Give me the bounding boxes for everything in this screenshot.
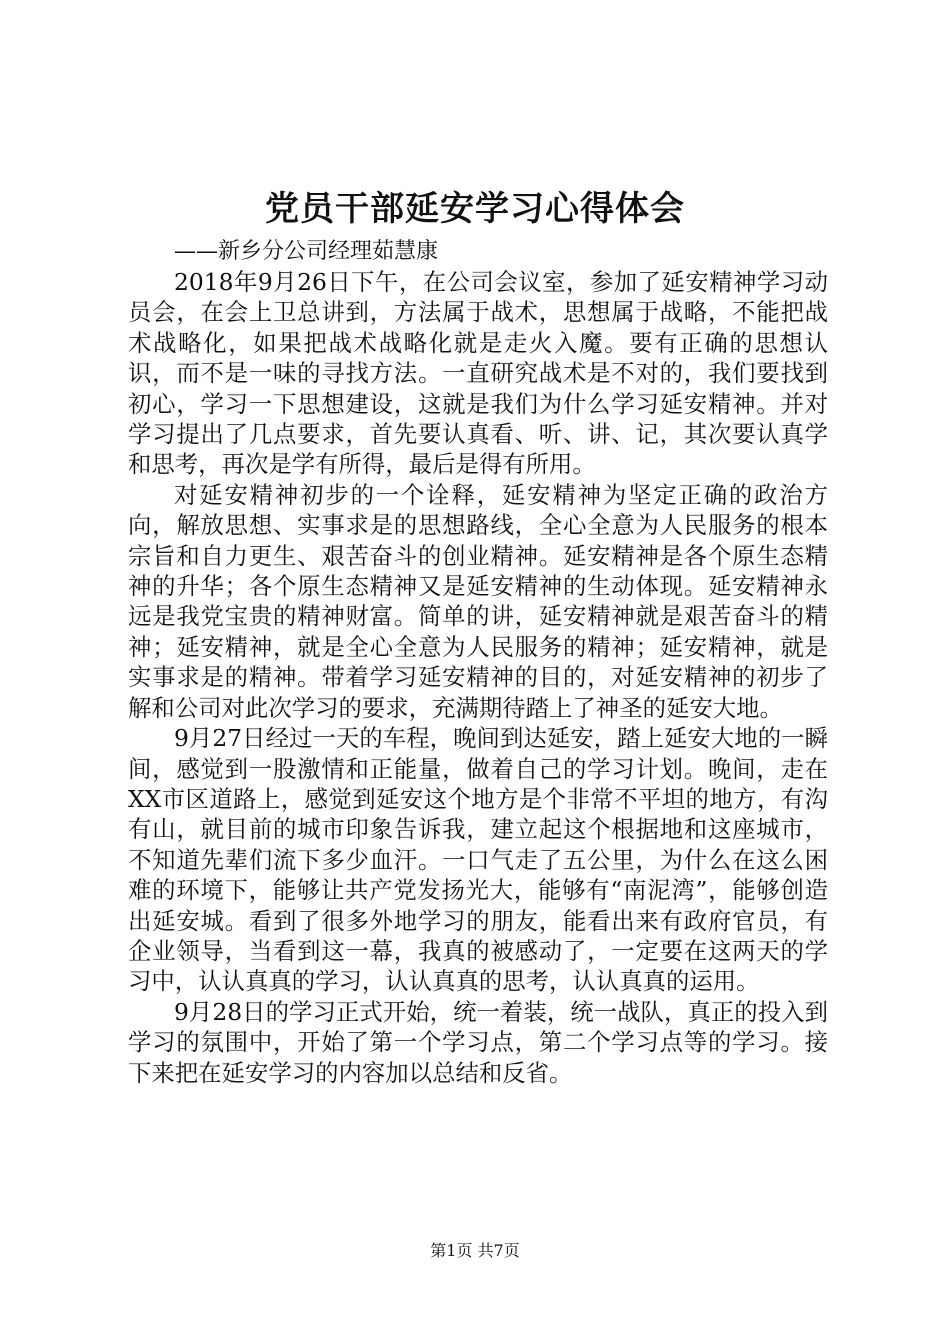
document-body	[128, 267, 828, 1088]
paragraph-2: 对延安精神初步的一个诠释，延安精神为坚定正确的政治方向，解放思想、实事求是的思想路线，全心全意为人民服务的根本宗旨和自力更生、艰苦奋斗的创业精神。延安精神是各个原生态精神的升华；各个原生态精神又是延安精神的生动体现。延安精神永远是我党宝贵的精神财富。简单的讲，延安精神就是艰苦奋斗的精神；延安精神，就是全心全意为人民服务的精神；延安精神，就是实事求是的精神。带着学习延安精神的目的，对延安精神的初步了解和公司对此次学习的要求，充满期待踏上了神圣的延安大地。	[128, 480, 828, 722]
paragraph-4: 9月28日的学习正式开始，统一着装，统一战队，真正的投入到学习的氛围中，开始了第一个学习点，第二个学习点等的学习。接下来把在延安学习的内容加以总结和反省。	[128, 997, 828, 1087]
page-footer: 第1页 共7页	[430, 1241, 520, 1260]
document-title: 党员干部延安学习心得体会	[265, 189, 685, 229]
paragraph-3: 9月27日经过一天的车程，晚间到达延安，踏上延安大地的一瞬间，感觉到一股激情和正能量，做着自己的学习计划。晚间，走在XX市区道路上，感觉到延安这个地方是个非常不平坦的地方，有沟有山，就目前的城市印象告诉我，建立起这个根据地和这座城市，不知道先辈们流下多少血汗。一口气走了五公里，为什么在这么困难的环境下，能够让共产党发扬光大，能够有“南泥湾”，能够创造出延安城。看到了很多外地学习的朋友，能看出来有政府官员，有企业领导，当看到这一幕，我真的被感动了，一定要在这两天的学习中，认认真真的学习，认认真真的思考，认认真真的运用。	[128, 724, 828, 996]
document-subtitle: ——新乡分公司经理茹慧康	[174, 239, 439, 264]
paragraph-1: 2018年9月26日下午，在公司会议室，参加了延安精神学习动员会，在会上卫总讲到，方法属于战术，思想属于战略，不能把战术战略化，如果把战术战略化就是走火入魔。要有正确的思想认识，而不是一味的寻找方法。一直研究战术是不对的，我们要找到初心，学习一下思想建设，这就是我们为什么学习延安精神。并对学习提出了几点要求，首先要认真看、听、讲、记，其次要认真学和思考，再次是学有所得，最后是得有所用。	[128, 268, 828, 479]
